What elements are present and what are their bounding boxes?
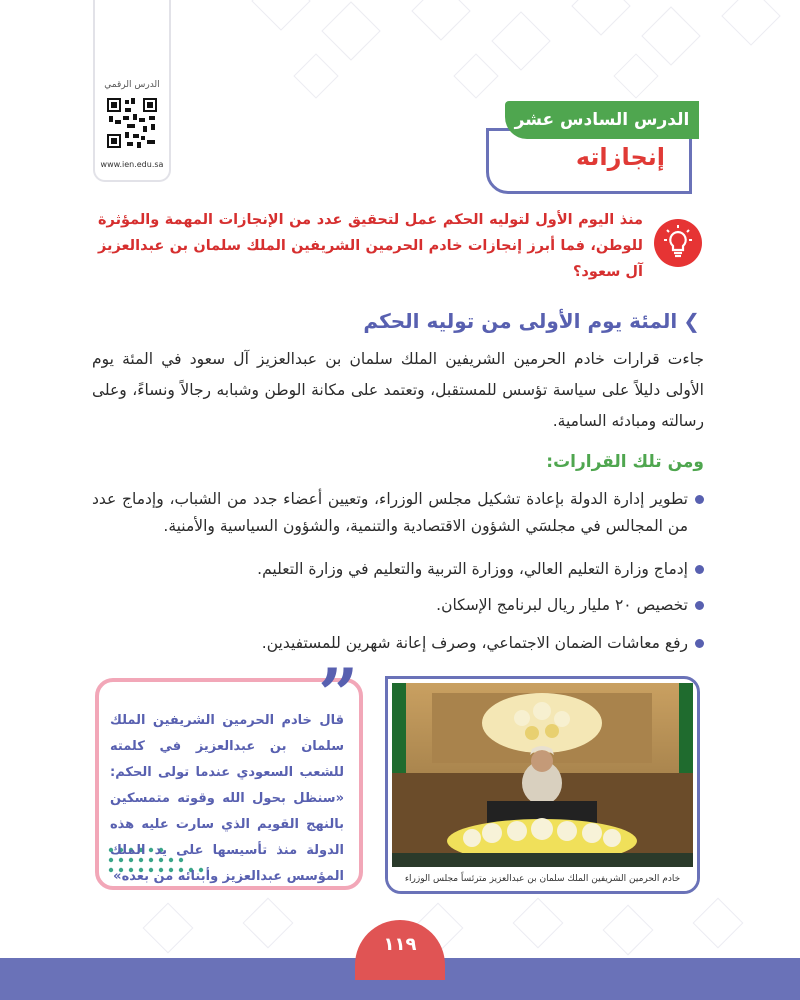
lightbulb-icon <box>654 219 702 267</box>
page-number: ١١٩ <box>383 934 417 955</box>
background-pattern <box>693 898 744 949</box>
section-heading <box>200 309 700 333</box>
background-pattern <box>243 898 294 949</box>
background-pattern <box>571 0 630 36</box>
bullet-icon <box>695 565 704 574</box>
bullet-icon <box>695 601 704 610</box>
background-pattern <box>321 1 380 60</box>
background-pattern <box>491 11 550 70</box>
lesson-title: إنجازاته <box>575 143 665 171</box>
background-pattern <box>143 903 194 954</box>
list-item <box>92 556 704 583</box>
background-pattern <box>641 6 700 65</box>
list-item-text: تخصيص ٢٠ مليار ريال لبرنامج الإسكان. <box>436 596 688 614</box>
quote-text: قال خادم الحرمين الشريفين الملك سلمان بن عبدالعزيز في كلمته للشعب السعودي عندما تولى الحكم: «سنظل بحول الله وقوته متمسكين بالنهج القويم الذي سارت عليه هذه الدولة منذ تأسيسها على يد الملك المؤسس عبدالعزيز وأبنائه من بعده» <box>110 713 344 884</box>
photo-frame <box>385 676 700 894</box>
section-paragraph: جاءت قرارات خادم الحرمين الشريفين الملك سلمان بن عبدالعزيز آل سعود في المئة يوم الأولى دليلاً على سياسة تؤسس للمستقبل، وتعتمد على مكانة الوطن وشبابه رجالاً ونساءً، وعلى رسالته ومبادئه السامية. <box>92 350 704 430</box>
chevron-left-icon: ❯ <box>683 309 700 333</box>
cabinet-meeting-photo <box>392 683 693 867</box>
list-item-text: رفع معاشات الضمان الاجتماعي، وصرف إعانة شهرين للمستفيدين. <box>261 634 688 652</box>
background-pattern <box>721 0 780 46</box>
decisions-subheading: ومن تلك القرارات: <box>546 452 704 472</box>
section-heading-text: المئة يوم الأولى من توليه الحكم <box>363 309 678 333</box>
background-pattern <box>251 0 310 31</box>
background-pattern <box>293 53 338 98</box>
quote-mark-icon: ” <box>318 653 359 736</box>
intro-question: منذ اليوم الأول لتوليه الحكم عمل لتحقيق عدد من الإنجازات المهمة والمؤثرة للوطن، فما أبرز إنجازات خادم الحرمين الشريفين الملك سلمان بن عبدالعزيز آل سعود؟ <box>98 212 643 280</box>
lesson-number-label: الدرس السادس عشر <box>505 101 699 139</box>
digital-lesson-label: الدرس الرقمي <box>104 80 160 90</box>
list-item-text: تطوير إدارة الدولة بإعادة تشكيل مجلس الوزراء، وتعيين أعضاء جدد من الشباب، وإدماج عدد من المجالس في مجلسَي الشؤون الاقتصادية والتنمية، والشؤون السياسية والأمنية. <box>92 490 688 535</box>
bullet-icon <box>695 639 704 648</box>
background-pattern <box>613 53 658 98</box>
list-item <box>92 486 704 540</box>
background-pattern <box>453 53 498 98</box>
bullet-icon <box>695 495 704 504</box>
background-pattern <box>411 0 470 41</box>
list-item <box>92 630 704 657</box>
photo-caption: خادم الحرمين الشريفين الملك سلمان بن عبدالعزيز مترئساً مجلس الوزراء <box>388 867 697 891</box>
digital-lesson-card[interactable] <box>93 0 171 182</box>
background-pattern <box>603 905 654 956</box>
list-item <box>92 592 704 619</box>
qr-code-icon[interactable] <box>107 98 157 148</box>
list-item-text: إدماج وزارة التعليم العالي، ووزارة التربية والتعليم في وزارة التعليم. <box>257 560 688 578</box>
digital-lesson-url[interactable]: www.ien.edu.sa <box>100 160 164 169</box>
background-pattern <box>513 898 564 949</box>
